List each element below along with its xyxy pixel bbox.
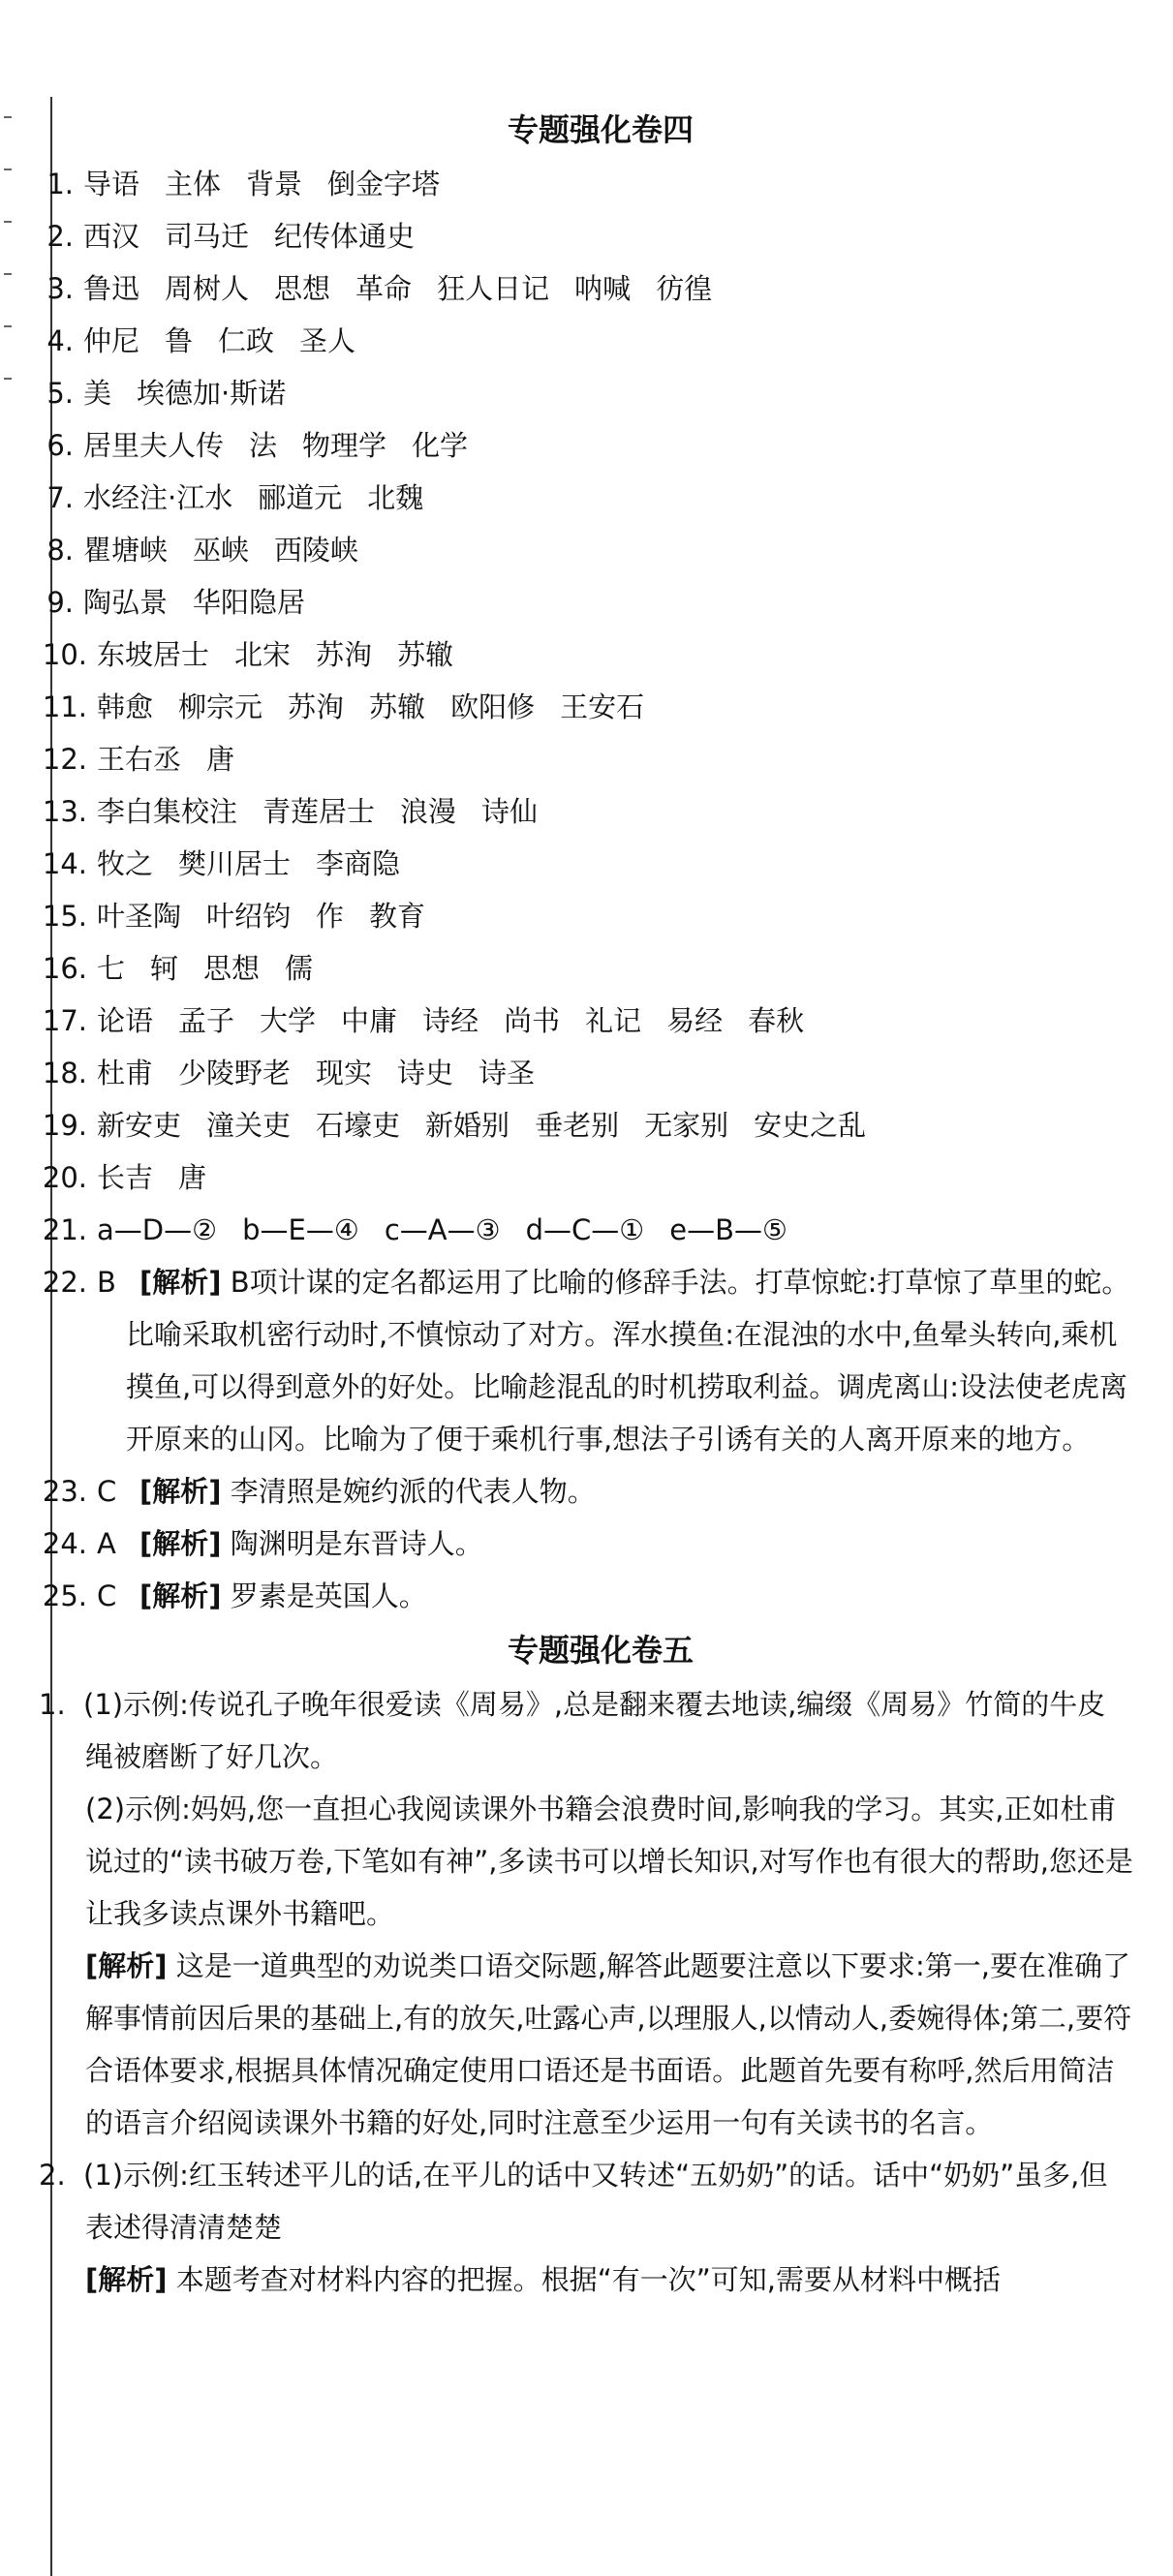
answer-term: 苏洵 xyxy=(288,690,345,723)
answer-term: 彷徨 xyxy=(656,272,713,305)
answer-term: 少陵野老 xyxy=(178,1057,292,1089)
item-number: 2. xyxy=(46,220,74,253)
q2-analysis: 本题考查对材料内容的把握。根据“有一次”可知,需要从材料中概括 xyxy=(175,2263,1002,2296)
answer-term: 北魏 xyxy=(367,481,424,514)
answer-item xyxy=(39,733,1133,785)
analysis-item xyxy=(39,1465,1133,1518)
answer-term: 大学 xyxy=(260,1004,317,1037)
section4-title: 专题强化卷四 xyxy=(507,111,694,148)
answer-term: 诗圣 xyxy=(478,1057,536,1089)
answer-term: b—E—④ xyxy=(242,1213,359,1246)
item-number: 8. xyxy=(46,534,74,567)
item-number: 7. xyxy=(46,481,74,514)
answer-term: 诗仙 xyxy=(481,795,539,828)
answer-term: 潼关吏 xyxy=(206,1109,292,1142)
answer-term: 物理学 xyxy=(302,429,387,462)
answer-term: 圣人 xyxy=(299,324,356,357)
answer-term: 唐 xyxy=(178,1161,207,1194)
answer-term: a—D—② xyxy=(97,1213,218,1246)
answer-term: 法 xyxy=(249,429,278,462)
answer-term: 中庸 xyxy=(341,1004,398,1037)
answer-term: 教育 xyxy=(369,900,426,933)
answer-term: 狂人日记 xyxy=(437,272,550,305)
answer-term: 李白集校注 xyxy=(97,795,238,828)
answer-term: 诗史 xyxy=(397,1057,454,1089)
answer-term: 现实 xyxy=(316,1057,373,1089)
analysis-item xyxy=(39,1518,1133,1570)
item-number: 9. xyxy=(46,586,74,619)
answer-choice: C xyxy=(97,1475,117,1508)
answer-term: 西陵峡 xyxy=(274,534,359,567)
answer-term: 苏洵 xyxy=(316,638,373,671)
item-number: 11. xyxy=(42,690,87,723)
answer-term: 论语 xyxy=(97,1004,154,1037)
section5-title: 专题强化卷五 xyxy=(507,1632,694,1669)
answer-term: 周树人 xyxy=(165,272,250,305)
item-number: 10. xyxy=(42,638,87,671)
answer-term: 儒 xyxy=(285,952,314,985)
section5-question-2 xyxy=(39,2149,1133,2306)
answer-term: 易经 xyxy=(666,1004,724,1037)
binding-marks xyxy=(4,116,23,430)
answer-term: 杜甫 xyxy=(97,1057,154,1089)
answer-item xyxy=(39,576,1133,629)
answer-term: e—B—⑤ xyxy=(669,1213,788,1246)
analysis-tag: [解析] xyxy=(139,1475,222,1508)
answer-choice: A xyxy=(97,1527,116,1560)
answer-item xyxy=(39,629,1133,681)
analysis-tag: [解析] xyxy=(139,1266,222,1299)
item-number: 13. xyxy=(42,795,87,828)
answer-term: 水经注·江水 xyxy=(83,481,233,514)
answer-term: 石壕吏 xyxy=(316,1109,401,1142)
answer-term: 司马迁 xyxy=(165,220,250,253)
item-number: 23. xyxy=(42,1475,87,1508)
answer-term: 柳宗元 xyxy=(178,690,263,723)
item-number: 20. xyxy=(42,1161,87,1194)
item-number: 3. xyxy=(46,272,74,305)
analysis-text: B项计谋的定名都运用了比喻的修辞手法。打草惊蛇:打草惊了草里的蛇。比喻采取机密行动时,不慎惊动了对方。浑水摸鱼:在混浊的水中,鱼晕头转向,乘机摸鱼,可以得到意外的好处。比喻趁混乱的时机捞取利益。调虎离山:设法使老虎离开原来的山冈。比喻为了便于乘机行事,想法子引诱有关的人离开原来的地方。 xyxy=(126,1266,1130,1456)
answer-term: 叶绍钧 xyxy=(206,900,292,933)
answer-item xyxy=(39,1151,1133,1204)
answer-term: 无家别 xyxy=(644,1109,729,1142)
answer-item xyxy=(39,524,1133,576)
answer-term: 新安吏 xyxy=(97,1109,182,1142)
answer-term: 纪传体通史 xyxy=(274,220,416,253)
section4-analysis-list xyxy=(39,1256,1133,1622)
answer-term: 牧之 xyxy=(97,847,154,880)
answer-term: 七 xyxy=(97,952,126,985)
answer-term: 呐喊 xyxy=(574,272,632,305)
answer-item xyxy=(39,942,1133,995)
answer-term: 仁政 xyxy=(218,324,275,357)
answer-page xyxy=(39,102,1133,2306)
analysis-item xyxy=(39,1256,1133,1465)
section5-question-1 xyxy=(39,1678,1133,2149)
item-number: 6. xyxy=(46,429,74,462)
answer-term: 春秋 xyxy=(748,1004,805,1037)
answer-item xyxy=(39,315,1133,367)
answer-item xyxy=(39,158,1133,210)
q1-part2: (2)示例:妈妈,您一直担心我阅读课外书籍会浪费时间,影响我的学习。其实,正如杜甫说过的“读书破万卷,下笔如有神”,多读书可以增长知识,对写作也有很大的帮助,您还是让我多读点课外书籍吧。 xyxy=(85,1793,1133,1930)
answer-term: 思想 xyxy=(274,272,331,305)
answer-term: 巫峡 xyxy=(193,534,250,567)
answer-term: 郦道元 xyxy=(258,481,343,514)
answer-item xyxy=(39,785,1133,838)
answer-term: 苏辙 xyxy=(397,638,454,671)
answer-term: 樊川居士 xyxy=(178,847,292,880)
answer-term: 华阳隐居 xyxy=(193,586,306,619)
q1-part1: (1)示例:传说孔子晚年很爱读《周易》,总是翻来覆去地读,编缀《周易》竹简的牛皮绳被磨断了好几次。 xyxy=(83,1688,1106,1773)
answer-item xyxy=(39,1099,1133,1151)
q1-analysis: 这是一道典型的劝说类口语交际题,解答此题要注意以下要求:第一,要在准确了解事情前因后果的基础上,有的放矢,吐露心声,以理服人,以情动人,委婉得体;第二,要符合语体要求,根据具体情况确定使用口语还是书面语。此题首先要有称呼,然后用简洁的语言介绍阅读课外书籍的好处,同时注意至少运用一句有关读书的名言。 xyxy=(85,1949,1132,2139)
answer-term: 孟子 xyxy=(178,1004,235,1037)
answer-term: 鲁迅 xyxy=(83,272,140,305)
answer-term: 垂老别 xyxy=(535,1109,620,1142)
question-number: 1. xyxy=(39,1688,66,1721)
answer-term: 苏辙 xyxy=(369,690,426,723)
answer-term: 西汉 xyxy=(83,220,140,253)
answer-term: 北宋 xyxy=(234,638,292,671)
item-number: 19. xyxy=(42,1109,87,1142)
answer-item xyxy=(39,1047,1133,1099)
item-number: 25. xyxy=(42,1579,87,1612)
question-number: 2. xyxy=(39,2159,66,2192)
answer-term: 瞿塘峡 xyxy=(83,534,169,567)
answer-term: 作 xyxy=(316,900,345,933)
item-number: 18. xyxy=(42,1057,87,1089)
answer-item xyxy=(39,995,1133,1047)
item-number: 16. xyxy=(42,952,87,985)
answer-item xyxy=(39,1204,1133,1256)
analysis-tag: [解析] xyxy=(85,2263,168,2296)
answer-term: 东坡居士 xyxy=(97,638,210,671)
item-number: 24. xyxy=(42,1527,87,1560)
answer-item xyxy=(39,262,1133,315)
item-number: 5. xyxy=(46,377,74,410)
answer-term: 主体 xyxy=(165,168,222,200)
answer-item xyxy=(39,472,1133,524)
answer-term: 青莲居士 xyxy=(262,795,376,828)
item-number: 12. xyxy=(42,743,87,776)
answer-item xyxy=(39,838,1133,890)
answer-term: 陶弘景 xyxy=(83,586,169,619)
section4-list xyxy=(39,158,1133,1256)
answer-term: 安史之乱 xyxy=(754,1109,867,1142)
answer-term: 浪漫 xyxy=(400,795,457,828)
answer-term: 思想 xyxy=(203,952,261,985)
answer-term: d—C—① xyxy=(525,1213,645,1246)
answer-term: 新婚别 xyxy=(425,1109,510,1142)
answer-term: 叶圣陶 xyxy=(97,900,182,933)
analysis-tag: [解析] xyxy=(139,1527,222,1560)
answer-term: 鲁 xyxy=(165,324,194,357)
answer-term: 轲 xyxy=(150,952,179,985)
answer-term: 王安石 xyxy=(560,690,645,723)
item-number: 22. xyxy=(42,1266,87,1299)
answer-item xyxy=(39,419,1133,472)
item-number: 21. xyxy=(42,1213,87,1246)
item-number: 4. xyxy=(46,324,74,357)
answer-term: 居里夫人传 xyxy=(83,429,225,462)
answer-term: 倒金字塔 xyxy=(327,168,441,200)
answer-term: 化学 xyxy=(412,429,469,462)
answer-term: 导语 xyxy=(83,168,140,200)
answer-term: c—A—③ xyxy=(384,1213,501,1246)
answer-term: 礼记 xyxy=(585,1004,642,1037)
answer-item xyxy=(39,681,1133,733)
analysis-text: 陶渊明是东晋诗人。 xyxy=(230,1527,483,1560)
answer-term: 王右丞 xyxy=(97,743,182,776)
answer-term: 诗经 xyxy=(422,1004,479,1037)
answer-term: 背景 xyxy=(246,168,303,200)
q2-part1: (1)示例:红玉转述平儿的话,在平儿的话中又转述“五奶奶”的话。话中“奶奶”虽多,但表述得清清楚楚 xyxy=(83,2159,1108,2244)
answer-term: 韩愈 xyxy=(97,690,154,723)
answer-term: 美 xyxy=(83,377,112,410)
answer-item xyxy=(39,367,1133,419)
analysis-tag: [解析] xyxy=(139,1579,222,1612)
answer-term: 长吉 xyxy=(97,1161,154,1194)
answer-choice: B xyxy=(97,1266,116,1299)
answer-term: 仲尼 xyxy=(83,324,140,357)
answer-term: 革命 xyxy=(355,272,413,305)
item-number: 14. xyxy=(42,847,87,880)
answer-item xyxy=(39,890,1133,942)
item-number: 17. xyxy=(42,1004,87,1037)
answer-term: 尚书 xyxy=(504,1004,561,1037)
answer-term: 埃德加·斯诺 xyxy=(137,377,287,410)
item-number: 1. xyxy=(46,168,74,200)
item-number: 15. xyxy=(42,900,87,933)
analysis-item xyxy=(39,1570,1133,1622)
answer-item xyxy=(39,210,1133,262)
analysis-text: 李清照是婉约派的代表人物。 xyxy=(230,1475,596,1508)
answer-term: 李商隐 xyxy=(316,847,401,880)
answer-choice: C xyxy=(97,1579,117,1612)
analysis-text: 罗素是英国人。 xyxy=(230,1579,427,1612)
answer-term: 唐 xyxy=(206,743,235,776)
answer-term: 欧阳修 xyxy=(450,690,536,723)
analysis-tag: [解析] xyxy=(85,1949,168,1982)
